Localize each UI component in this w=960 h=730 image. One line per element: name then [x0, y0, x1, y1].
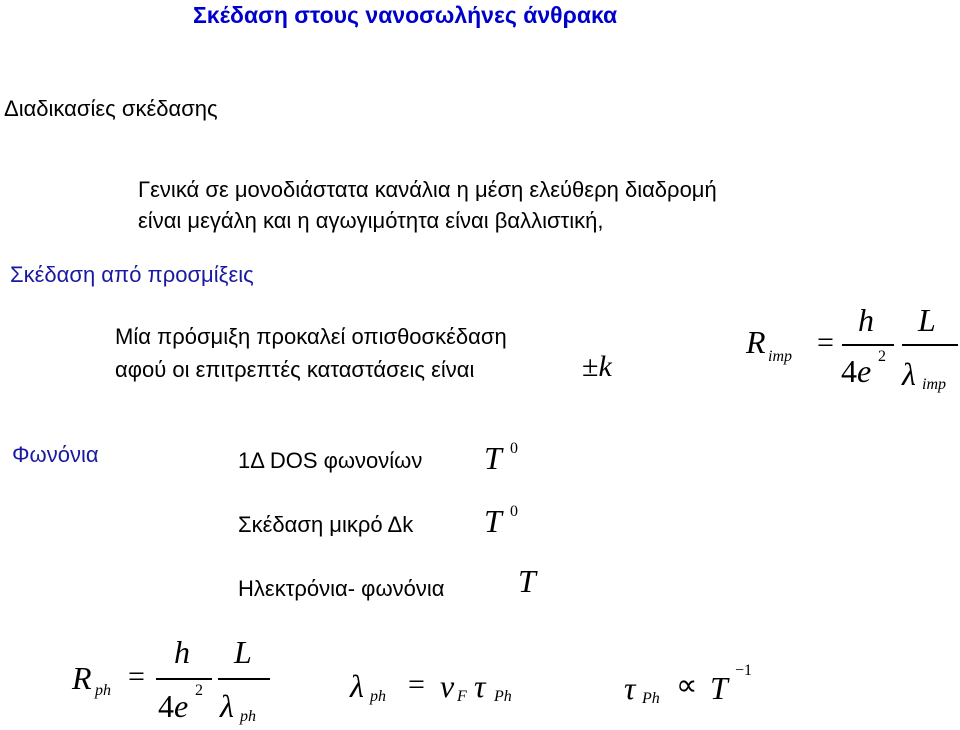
impurity-line-2: αφού οι επιτρεπτές καταστάσεις είναι	[115, 357, 475, 382]
r-ph-lambda-subscript: ph	[240, 708, 256, 725]
dos-label: 1Δ DOS φωνονίων	[238, 448, 423, 473]
impurity-e-exponent: 2	[878, 348, 886, 365]
impurity-lambda: λ	[902, 356, 916, 392]
impurity-e: e	[857, 353, 872, 389]
impurity-lambda-subscript: imp	[922, 376, 946, 393]
pm-k-symbol	[582, 350, 612, 384]
plus-minus-sign: ±	[582, 350, 599, 383]
r-ph-equals: =	[128, 660, 145, 693]
r-ph-symbol: R	[72, 660, 92, 696]
lambda-ph-subscript: ph	[370, 688, 386, 705]
impurity-heading: Σκέδαση από προσμίξεις	[10, 262, 254, 287]
r-ph-e-exponent: 2	[195, 682, 203, 699]
impurity-h: h	[858, 302, 874, 338]
r-ph-subscript: ph	[95, 682, 111, 699]
r-ph-h: h	[174, 634, 190, 670]
r-ph-lambda: λ	[220, 688, 234, 724]
impurity-fraction-bar-2	[902, 344, 958, 346]
impurity-L: L	[918, 302, 936, 338]
r-ph-four: 4	[158, 688, 174, 724]
r-imp-symbol: R	[746, 324, 766, 360]
proportional-sign: ∝	[676, 669, 698, 702]
r-ph-4e	[158, 688, 188, 725]
lambda-ph: λ	[350, 668, 364, 704]
electron-phonon-label: Ηλεκτρόνια- φωνόνια	[238, 576, 445, 601]
r-ph-fraction-bar-2	[218, 678, 270, 680]
k-symbol: k	[598, 350, 612, 383]
tau-ph-2-subscript: Ph	[642, 690, 660, 707]
tau-ph-subscript: Ph	[494, 688, 512, 705]
impurity-line-1: Μία πρόσμιξη προκαλεί οπισθοσκέδαση	[115, 324, 507, 349]
impurity-four: 4	[841, 353, 857, 389]
impurity-fraction-bar-1	[842, 344, 894, 346]
intro-line-2: είναι μεγάλη και η αγωγιμότητα είναι βαλλιστική,	[138, 208, 604, 233]
impurity-equals: =	[817, 326, 834, 359]
dos-T-exponent: 0	[510, 440, 518, 457]
impurity-4e	[841, 353, 871, 390]
small-dk-T-exponent: 0	[510, 503, 518, 520]
lambda-equals: =	[408, 668, 425, 701]
page-title: Σκέδαση στους νανοσωλήνες άνθρακα	[193, 2, 618, 28]
tau-ph-2: τ	[624, 670, 636, 706]
electron-phonon-T: T	[518, 563, 536, 599]
v-F: v	[440, 668, 455, 704]
tau-ph: τ	[474, 668, 486, 704]
T-inverse-exponent: −1	[735, 662, 753, 679]
dos-T: T	[484, 440, 502, 476]
r-ph-e: e	[174, 688, 189, 724]
r-ph-fraction-bar-1	[156, 678, 212, 680]
small-dk-T: T	[484, 503, 502, 539]
v-F-subscript: F	[457, 688, 467, 705]
small-dk-label: Σκέδαση μικρό Δk	[238, 512, 414, 537]
r-ph-L: L	[234, 634, 252, 670]
phonons-heading: Φωνόνια	[12, 442, 99, 467]
T-inverse: T	[710, 670, 728, 706]
r-imp-subscript: imp	[768, 348, 792, 365]
intro-line-1: Γενικά σε μονοδιάστατα κανάλια η μέση ελεύθερη διαδρομή	[138, 177, 717, 202]
processes-heading: Διαδικασίες σκέδασης	[4, 96, 218, 121]
